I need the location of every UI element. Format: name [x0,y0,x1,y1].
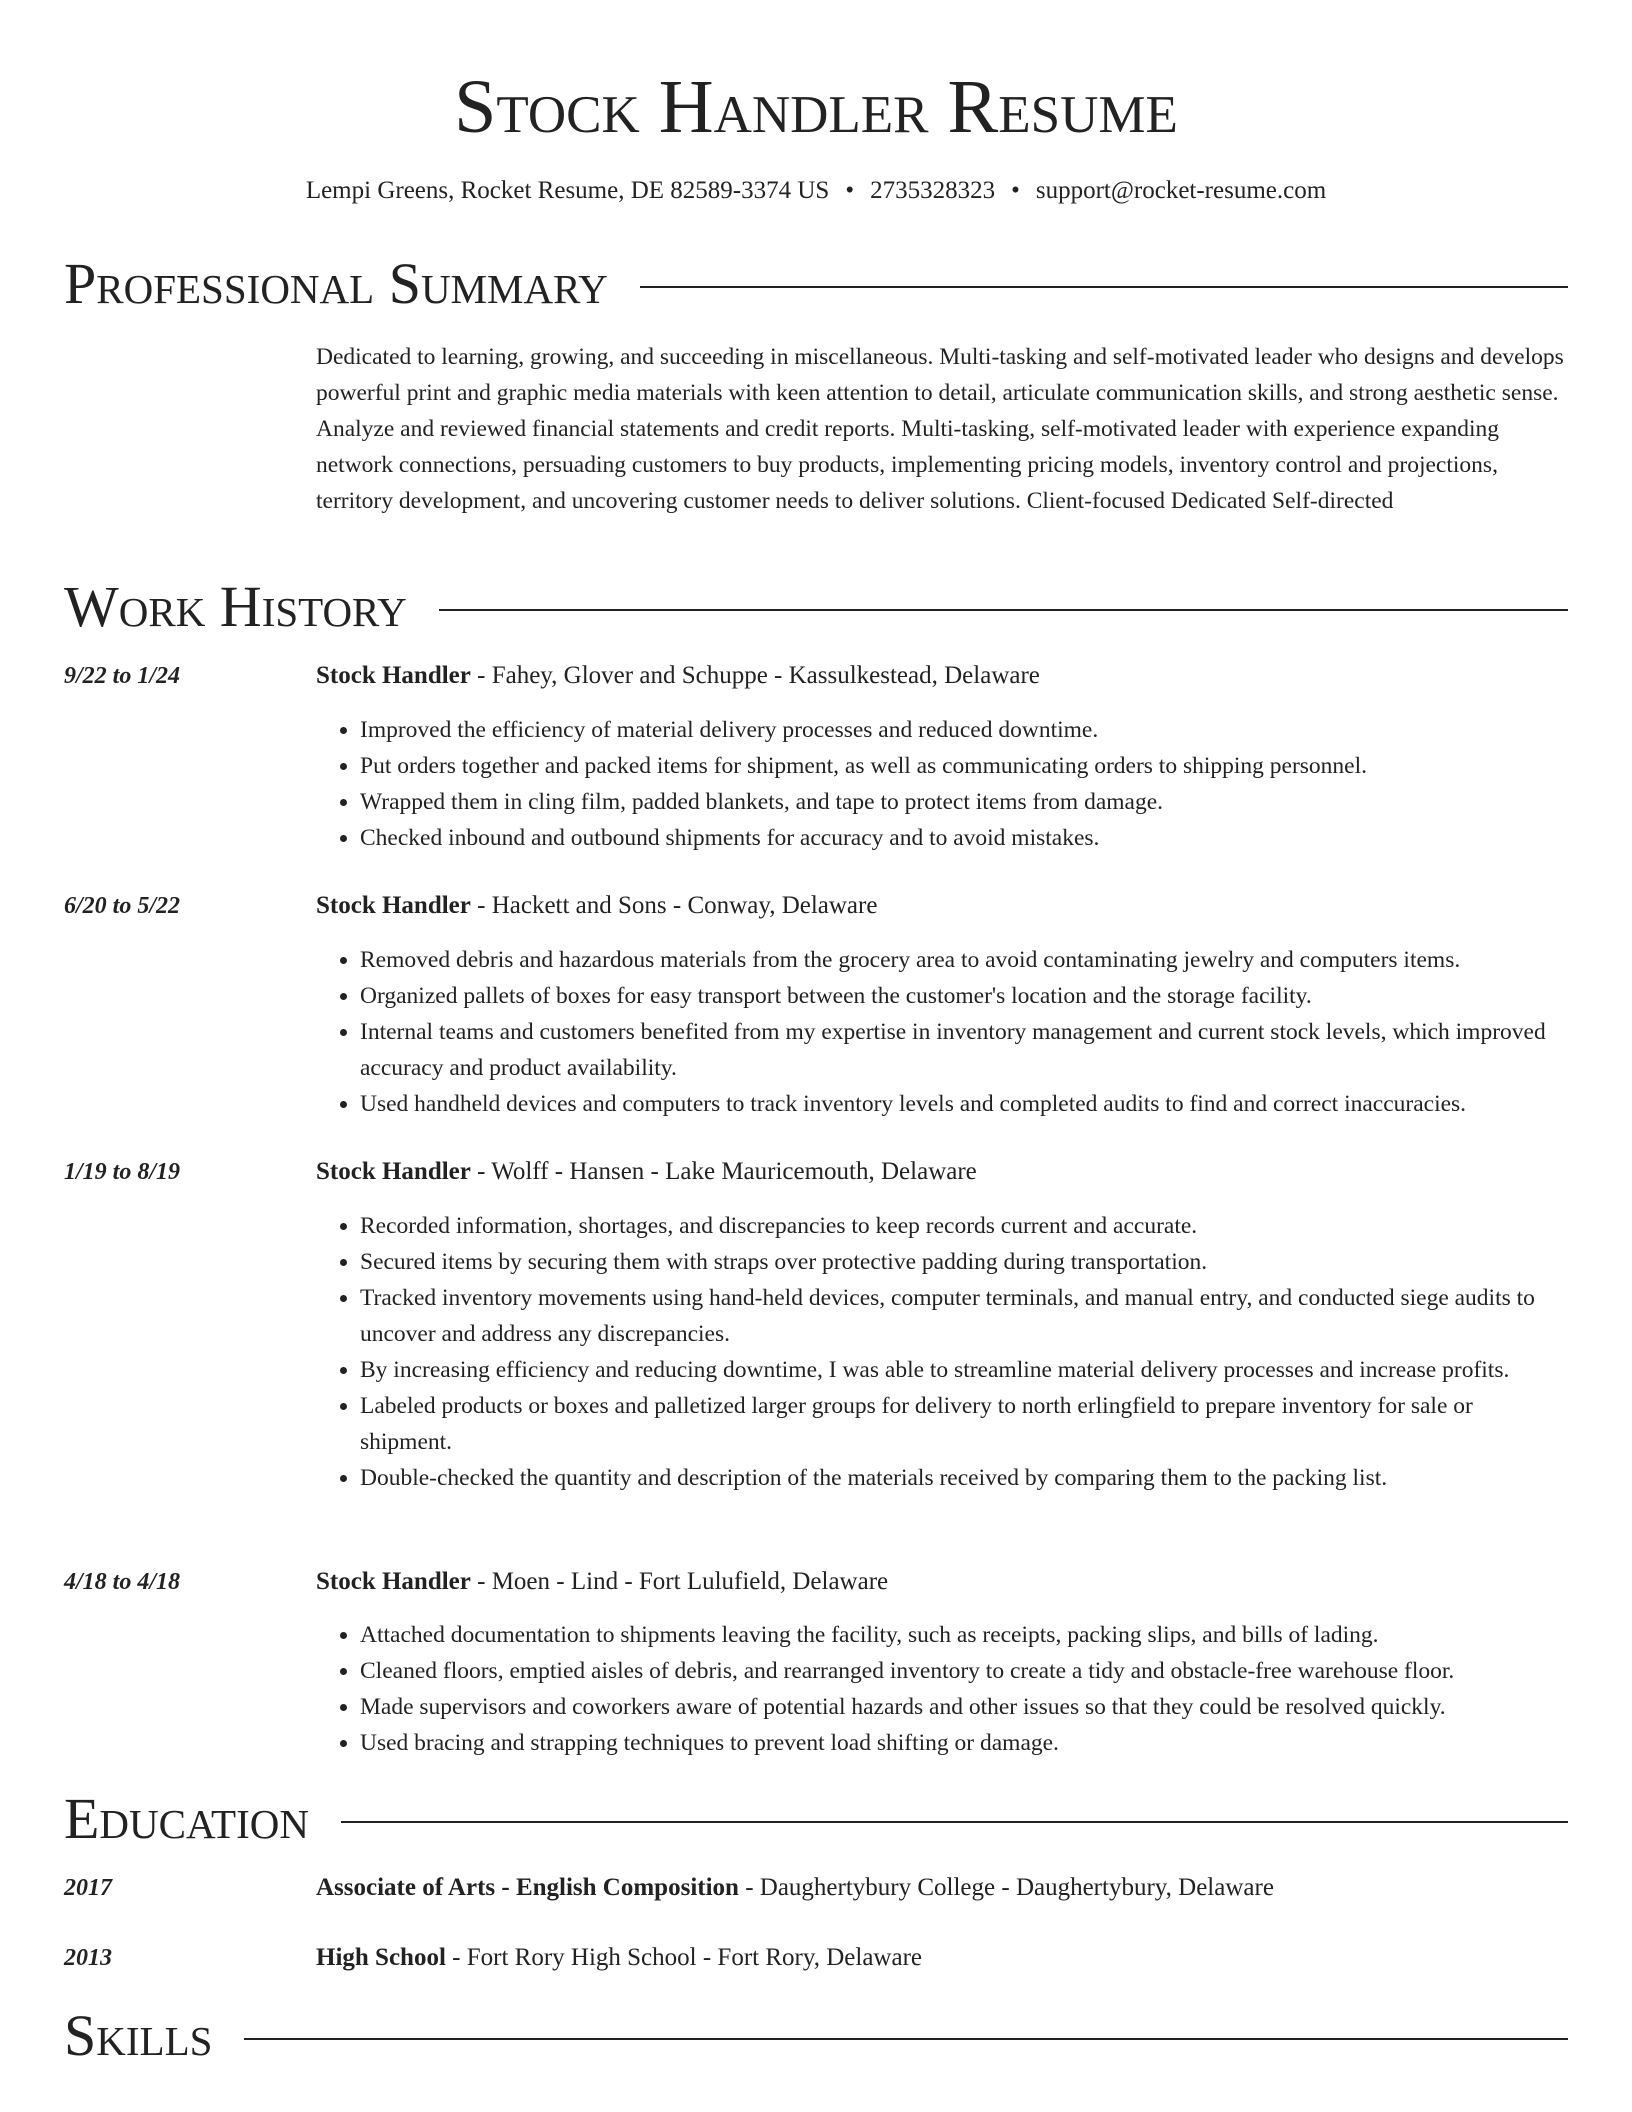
job-bullet: • Made supervisors and coworkers aware of potential hazards and other issues so that they could be resolved quickly. [360,1689,1568,1725]
job-employer: - Hackett and Sons - Conway, Delaware [470,892,878,919]
section-title-summary: Professional Summary [64,251,608,316]
education-line [316,1871,1274,1905]
contact-line [0,174,1632,208]
job-title: Stock Handler [316,662,471,689]
section-title-skills: Skills [64,2003,213,2068]
resume-title: Stock Handler Resume [454,65,1178,149]
job-bullet: • Improved the efficiency of material delivery processes and reduced downtime. [360,712,1568,748]
job-dates: 1/19 to 8/19 [64,1159,181,1185]
job-bullet: • Put orders together and packed items for shipment, as well as communicating orders to shipping personnel. [360,748,1568,784]
section-header-skills [64,2004,1568,2068]
job-bullet: • Used bracing and strapping techniques to prevent load shifting or damage. [360,1725,1568,1761]
contact-phone: 2735328323 [870,177,996,204]
education-year: 2017 [64,1875,112,1901]
job-bullet: • By increasing efficiency and reducing downtime, I was able to streamline material delivery processes and increase profits. [360,1352,1568,1388]
job-role-line [316,1155,977,1189]
section-divider [439,609,1568,611]
section-divider [640,286,1568,288]
job-bullet: • Secured items by securing them with straps over protective padding during transportation. [360,1244,1568,1280]
contact-address: Lempi Greens, Rocket Resume, DE 82589-3374 US [305,177,830,204]
job-employer: - Wolff - Hansen - Lake Mauricemouth, Delaware [470,1158,977,1185]
job-bullet: • Removed debris and hazardous materials from the grocery area to avoid contaminating jewelry and computers items. [360,942,1568,978]
job-bullet: • Used handheld devices and computers to track inventory levels and completed audits to find and correct inaccuracies. [360,1086,1568,1122]
job-employer: - Moen - Lind - Fort Lulufield, Delaware [470,1568,889,1595]
summary-text: Dedicated to learning, growing, and succeeding in miscellaneous. Multi-tasking and self-motivated leader who designs and develops powerful print and graphic media materials with keen attention to detail, articulate communication skills, and strong aesthetic sense. Analyze and reviewed financial statements and credit reports. Multi-tasking, self-motivated leader with experience expanding network connections, persuading customers to buy products, implementing pricing models, inventory control and projections, territory development, and uncovering customer needs to deliver solutions. Client-focused Dedicated Self-directed [316,344,1564,514]
job-bullet: • Attached documentation to shipments leaving the facility, such as receipts, packing slips, and bills of lading. [360,1617,1568,1653]
job-bullet: • Labeled products or boxes and palletized larger groups for delivery to north erlingfield to prepare inventory for sale or shipment. [360,1388,1568,1460]
job-bullet: • Cleaned floors, emptied aisles of debris, and rearranged inventory to create a tidy and obstacle-free warehouse floor. [360,1653,1568,1689]
job-bullet: • Checked inbound and outbound shipments for accuracy and to avoid mistakes. [360,820,1568,856]
job-bullet-list [316,942,1568,1122]
section-header-work-history [64,575,1568,639]
section-title-education: Education [64,1786,309,1851]
contact-separator: • [1011,177,1020,204]
education-degree: High School [316,1944,446,1971]
section-divider [341,1821,1568,1823]
job-bullet: • Tracked inventory movements using hand-held devices, computer terminals, and manual entry, and conducted siege audits to uncover and address any discrepancies. [360,1280,1568,1352]
job-employer: - Fahey, Glover and Schuppe - Kassulkestead, Delaware [470,662,1040,689]
job-bullet: • Internal teams and customers benefited from my expertise in inventory management and current stock levels, which improved accuracy and product availability. [360,1014,1568,1086]
job-bullet: • Recorded information, shortages, and discrepancies to keep records current and accurate. [360,1208,1568,1244]
education-degree: Associate of Arts - English Composition [316,1874,739,1901]
job-role-line [316,659,1040,693]
education-line [316,1941,922,1975]
section-header-education [64,1787,1568,1851]
job-title: Stock Handler [316,1158,471,1185]
contact-email: support@rocket-resume.com [1035,177,1327,204]
job-bullet-list [316,1208,1568,1496]
education-school: - Daughertybury College - Daughertybury, Delaware [738,1874,1274,1901]
contact-separator: • [845,177,855,204]
job-role-line [316,1565,888,1599]
job-dates: 4/18 to 4/18 [64,1569,181,1595]
job-bullet: • Wrapped them in cling film, padded blankets, and tape to protect items from damage. [360,784,1568,820]
education-school: - Fort Rory High School - Fort Rory, Delaware [445,1944,922,1971]
job-dates: 6/20 to 5/22 [64,893,181,919]
job-bullet: • Organized pallets of boxes for easy transport between the customer's location and the storage facility. [360,978,1568,1014]
job-dates: 9/22 to 1/24 [64,663,181,689]
job-role-line [316,889,877,923]
job-bullet: • Double-checked the quantity and description of the materials received by comparing them to the packing list. [360,1460,1568,1496]
job-bullet-list [316,1617,1568,1761]
job-bullet-list [316,712,1568,856]
section-header-summary [64,252,1568,316]
job-title: Stock Handler [316,1568,471,1595]
section-divider [244,2038,1568,2040]
section-title-work-history: Work History [64,574,407,639]
education-year: 2013 [64,1945,112,1971]
job-title: Stock Handler [316,892,471,919]
